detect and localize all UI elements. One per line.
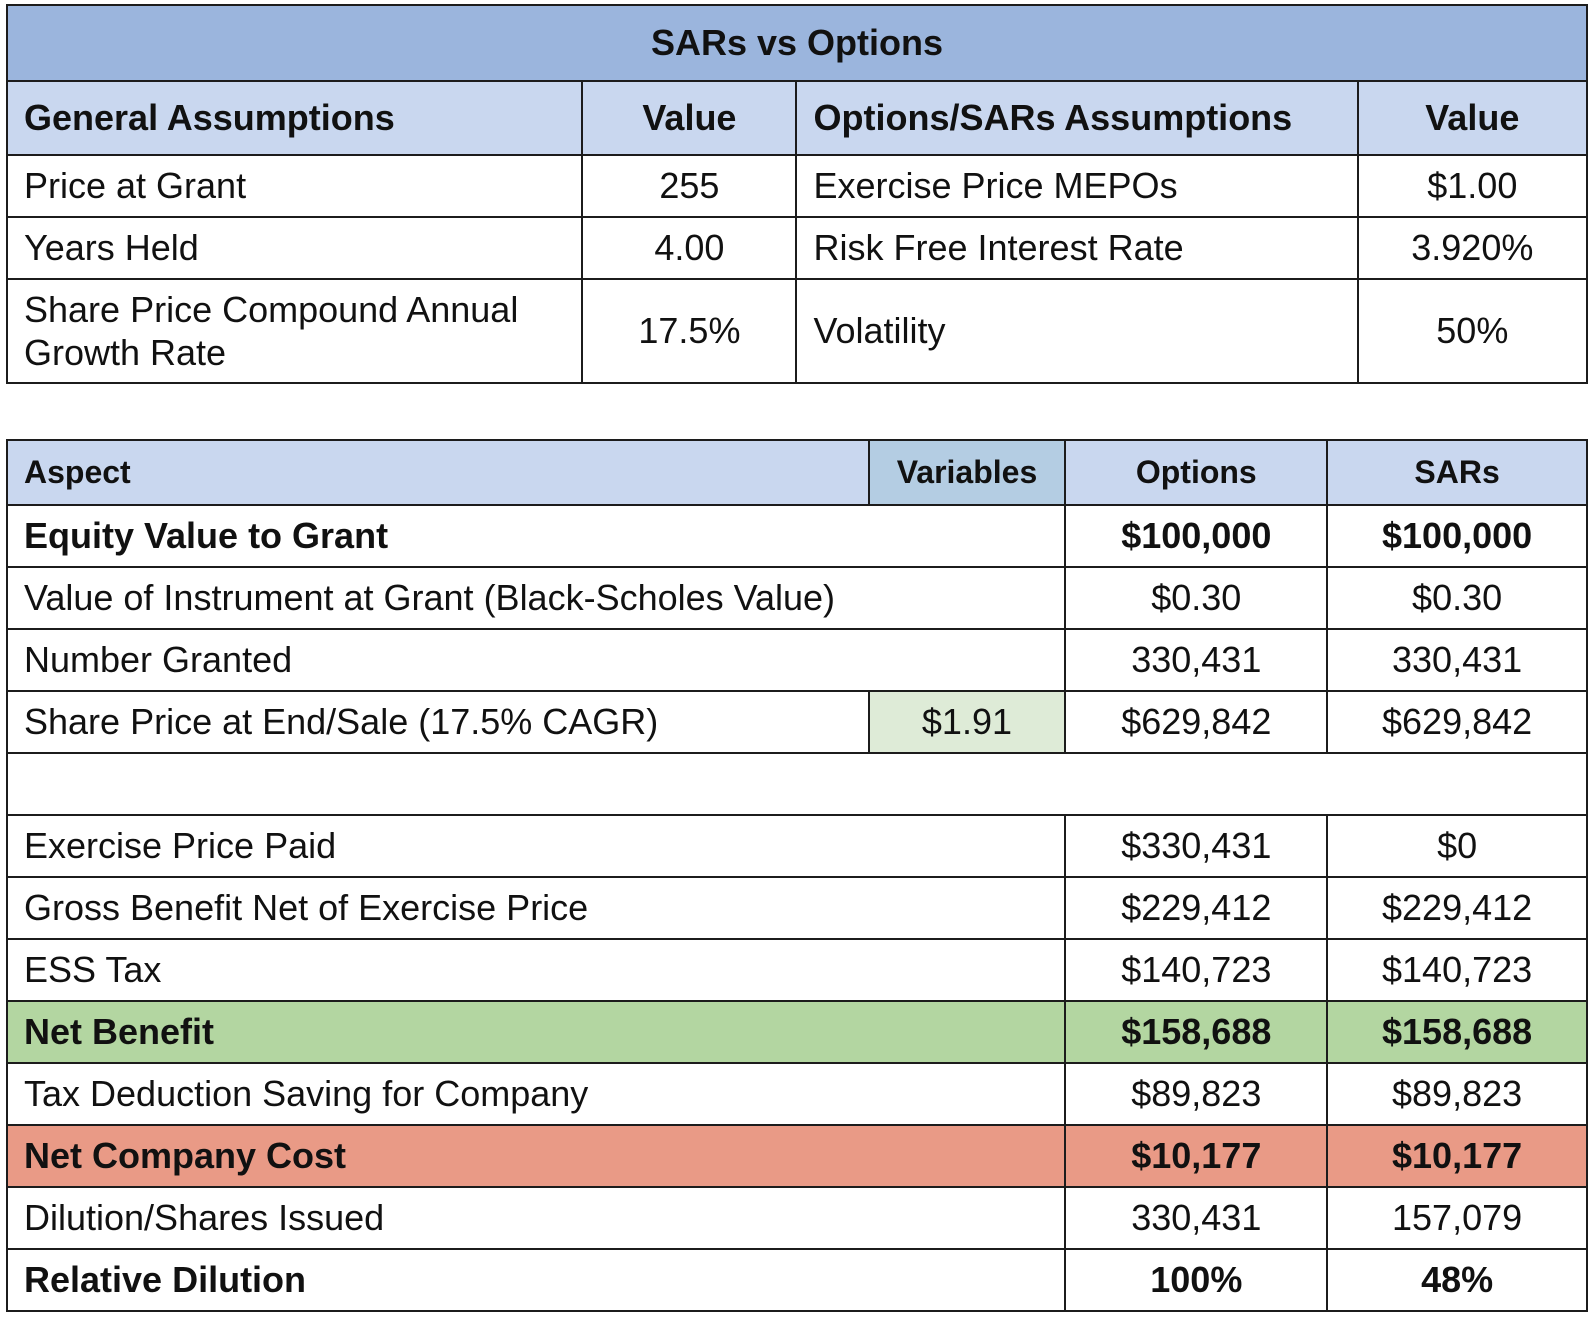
table-row bbox=[7, 1063, 1587, 1125]
general-value: 17.5% bbox=[582, 279, 796, 383]
sars-value: $100,000 bbox=[1327, 505, 1587, 567]
general-label: Price at Grant bbox=[7, 155, 582, 217]
options-header: Options bbox=[1065, 440, 1327, 505]
sars-value: $629,842 bbox=[1327, 691, 1587, 753]
table-row bbox=[7, 877, 1587, 939]
options-value: 330,431 bbox=[1065, 1187, 1327, 1249]
aspect-header: Aspect bbox=[7, 440, 869, 505]
options-value: $229,412 bbox=[1065, 877, 1327, 939]
option-label: Volatility bbox=[796, 279, 1357, 383]
aspect-label: ESS Tax bbox=[7, 939, 1065, 1001]
options-value: $100,000 bbox=[1065, 505, 1327, 567]
aspect-label: Number Granted bbox=[7, 629, 1065, 691]
option-value: 50% bbox=[1358, 279, 1587, 383]
sars-value: $229,412 bbox=[1327, 877, 1587, 939]
general-assumptions-header: General Assumptions bbox=[7, 81, 582, 155]
sars-value: 330,431 bbox=[1327, 629, 1587, 691]
aspect-label: Tax Deduction Saving for Company bbox=[7, 1063, 1065, 1125]
aspect-label: Net Company Cost bbox=[7, 1125, 1065, 1187]
options-value: 100% bbox=[1065, 1249, 1327, 1311]
options-value: $0.30 bbox=[1065, 567, 1327, 629]
general-value: 4.00 bbox=[582, 217, 796, 279]
table-row bbox=[7, 629, 1587, 691]
sars-value: $10,177 bbox=[1327, 1125, 1587, 1187]
comparison-table bbox=[6, 439, 1588, 1312]
aspect-label: Dilution/Shares Issued bbox=[7, 1187, 1065, 1249]
sars-value: $0 bbox=[1327, 815, 1587, 877]
variables-header: Variables bbox=[869, 440, 1066, 505]
options-assumptions-header: Options/SARs Assumptions bbox=[796, 81, 1357, 155]
sars-value: 157,079 bbox=[1327, 1187, 1587, 1249]
sars-value: 48% bbox=[1327, 1249, 1587, 1311]
sars-value: $89,823 bbox=[1327, 1063, 1587, 1125]
table-row bbox=[7, 567, 1587, 629]
variable-value: $1.91 bbox=[869, 691, 1066, 753]
options-value: $89,823 bbox=[1065, 1063, 1327, 1125]
option-value: 3.920% bbox=[1358, 217, 1587, 279]
options-value: $629,842 bbox=[1065, 691, 1327, 753]
option-value: $1.00 bbox=[1358, 155, 1587, 217]
option-label: Risk Free Interest Rate bbox=[796, 217, 1357, 279]
table-row bbox=[7, 217, 1587, 279]
general-value: 255 bbox=[582, 155, 796, 217]
aspect-label: Share Price at End/Sale (17.5% CAGR) bbox=[7, 691, 869, 753]
sars-value: $140,723 bbox=[1327, 939, 1587, 1001]
aspect-label: Net Benefit bbox=[7, 1001, 1065, 1063]
net-company-cost-row bbox=[7, 1125, 1587, 1187]
net-benefit-row bbox=[7, 1001, 1587, 1063]
table-row bbox=[7, 939, 1587, 1001]
spacer-cell bbox=[7, 753, 1587, 815]
table-title: SARs vs Options bbox=[7, 5, 1587, 81]
table-row bbox=[7, 691, 1587, 753]
header-row bbox=[7, 81, 1587, 155]
options-value: $140,723 bbox=[1065, 939, 1327, 1001]
aspect-label: Gross Benefit Net of Exercise Price bbox=[7, 877, 1065, 939]
table-row bbox=[7, 155, 1587, 217]
aspect-label: Equity Value to Grant bbox=[7, 505, 1065, 567]
general-value-header: Value bbox=[582, 81, 796, 155]
table-title-row bbox=[7, 5, 1587, 81]
spacer-row bbox=[7, 753, 1587, 815]
options-value-header: Value bbox=[1358, 81, 1587, 155]
aspect-label: Value of Instrument at Grant (Black-Scholes Value) bbox=[7, 567, 1065, 629]
general-label: Share Price Compound Annual Growth Rate bbox=[7, 279, 582, 383]
aspect-label: Relative Dilution bbox=[7, 1249, 1065, 1311]
table-row bbox=[7, 505, 1587, 567]
table-row bbox=[7, 1249, 1587, 1311]
options-value: 330,431 bbox=[1065, 629, 1327, 691]
table-row bbox=[7, 1187, 1587, 1249]
header-row bbox=[7, 440, 1587, 505]
options-value: $158,688 bbox=[1065, 1001, 1327, 1063]
assumptions-table bbox=[6, 4, 1588, 384]
options-value: $10,177 bbox=[1065, 1125, 1327, 1187]
options-value: $330,431 bbox=[1065, 815, 1327, 877]
sars-value: $158,688 bbox=[1327, 1001, 1587, 1063]
aspect-label: Exercise Price Paid bbox=[7, 815, 1065, 877]
option-label: Exercise Price MEPOs bbox=[796, 155, 1357, 217]
table-row bbox=[7, 815, 1587, 877]
table-row bbox=[7, 279, 1587, 383]
sars-value: $0.30 bbox=[1327, 567, 1587, 629]
general-label: Years Held bbox=[7, 217, 582, 279]
sars-header: SARs bbox=[1327, 440, 1587, 505]
